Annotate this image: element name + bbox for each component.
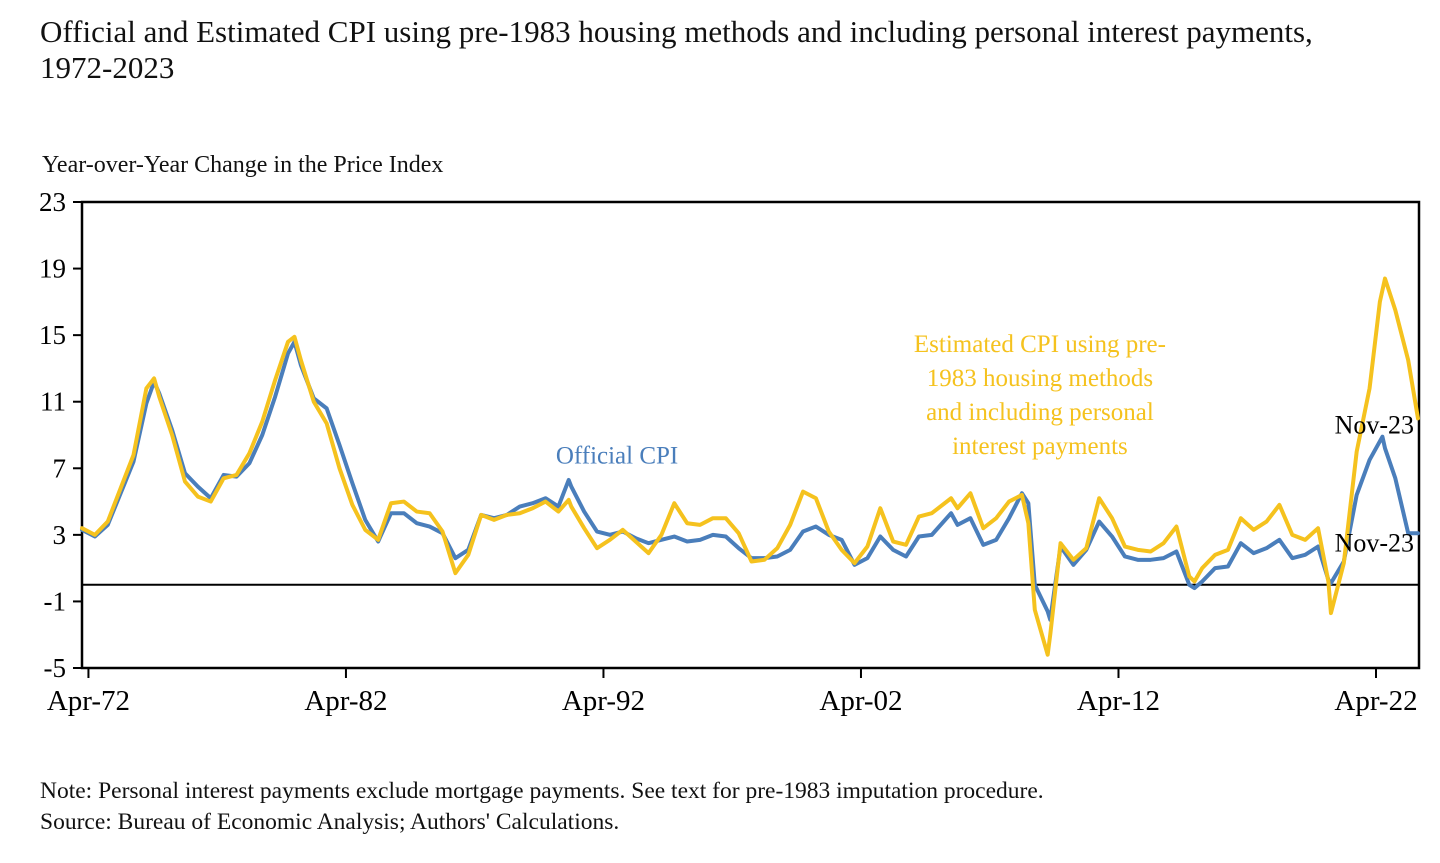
series-line [82, 342, 1418, 620]
line-chart [0, 187, 1440, 717]
series-label-estimated: and including personal [926, 398, 1154, 426]
series-label-estimated: 1983 housing methods [926, 364, 1154, 392]
x-tick-label: Apr-22 [1334, 685, 1418, 717]
plot-border [82, 202, 1419, 668]
footnote-note: Note: Personal interest payments exclude mortgage payments. See text for pre-1983 imputation procedure. [40, 778, 1044, 804]
plot-area [0, 187, 1440, 717]
footnote-source: Source: Bureau of Economic Analysis; Authors' Calculations. [40, 809, 620, 835]
x-tick-label: Apr-92 [561, 685, 646, 717]
y-tick-label: 23 [39, 187, 66, 217]
series-label-official: Official CPI [555, 442, 679, 470]
page-title: Official and Estimated CPI using pre-1983 housing methods and including personal interest payments, 1972-2023 [40, 14, 1313, 85]
y-tick-label: 11 [40, 386, 66, 417]
y-tick-label: 3 [52, 519, 66, 550]
series-label-estimated: interest payments [952, 432, 1128, 460]
x-tick-label: Apr-12 [1076, 685, 1161, 717]
y-tick-label: -5 [43, 653, 66, 683]
x-tick-label: Apr-72 [46, 685, 131, 717]
series-label-estimated: Estimated CPI using pre- [913, 330, 1166, 358]
y-tick-label: 7 [52, 453, 66, 484]
y-tick-label: 19 [39, 253, 66, 284]
y-tick-label: 15 [39, 320, 66, 351]
series-line [82, 279, 1418, 655]
y-axis-caption: Year-over-Year Change in the Price Index [42, 152, 444, 178]
endpoint-label-estimated: Nov-23 [1334, 410, 1414, 440]
endpoint-label-official: Nov-23 [1334, 528, 1414, 558]
x-tick-label: Apr-82 [304, 685, 388, 717]
footnotes [40, 776, 1400, 838]
y-tick-label: -1 [43, 586, 66, 617]
x-tick-label: Apr-02 [819, 685, 903, 717]
